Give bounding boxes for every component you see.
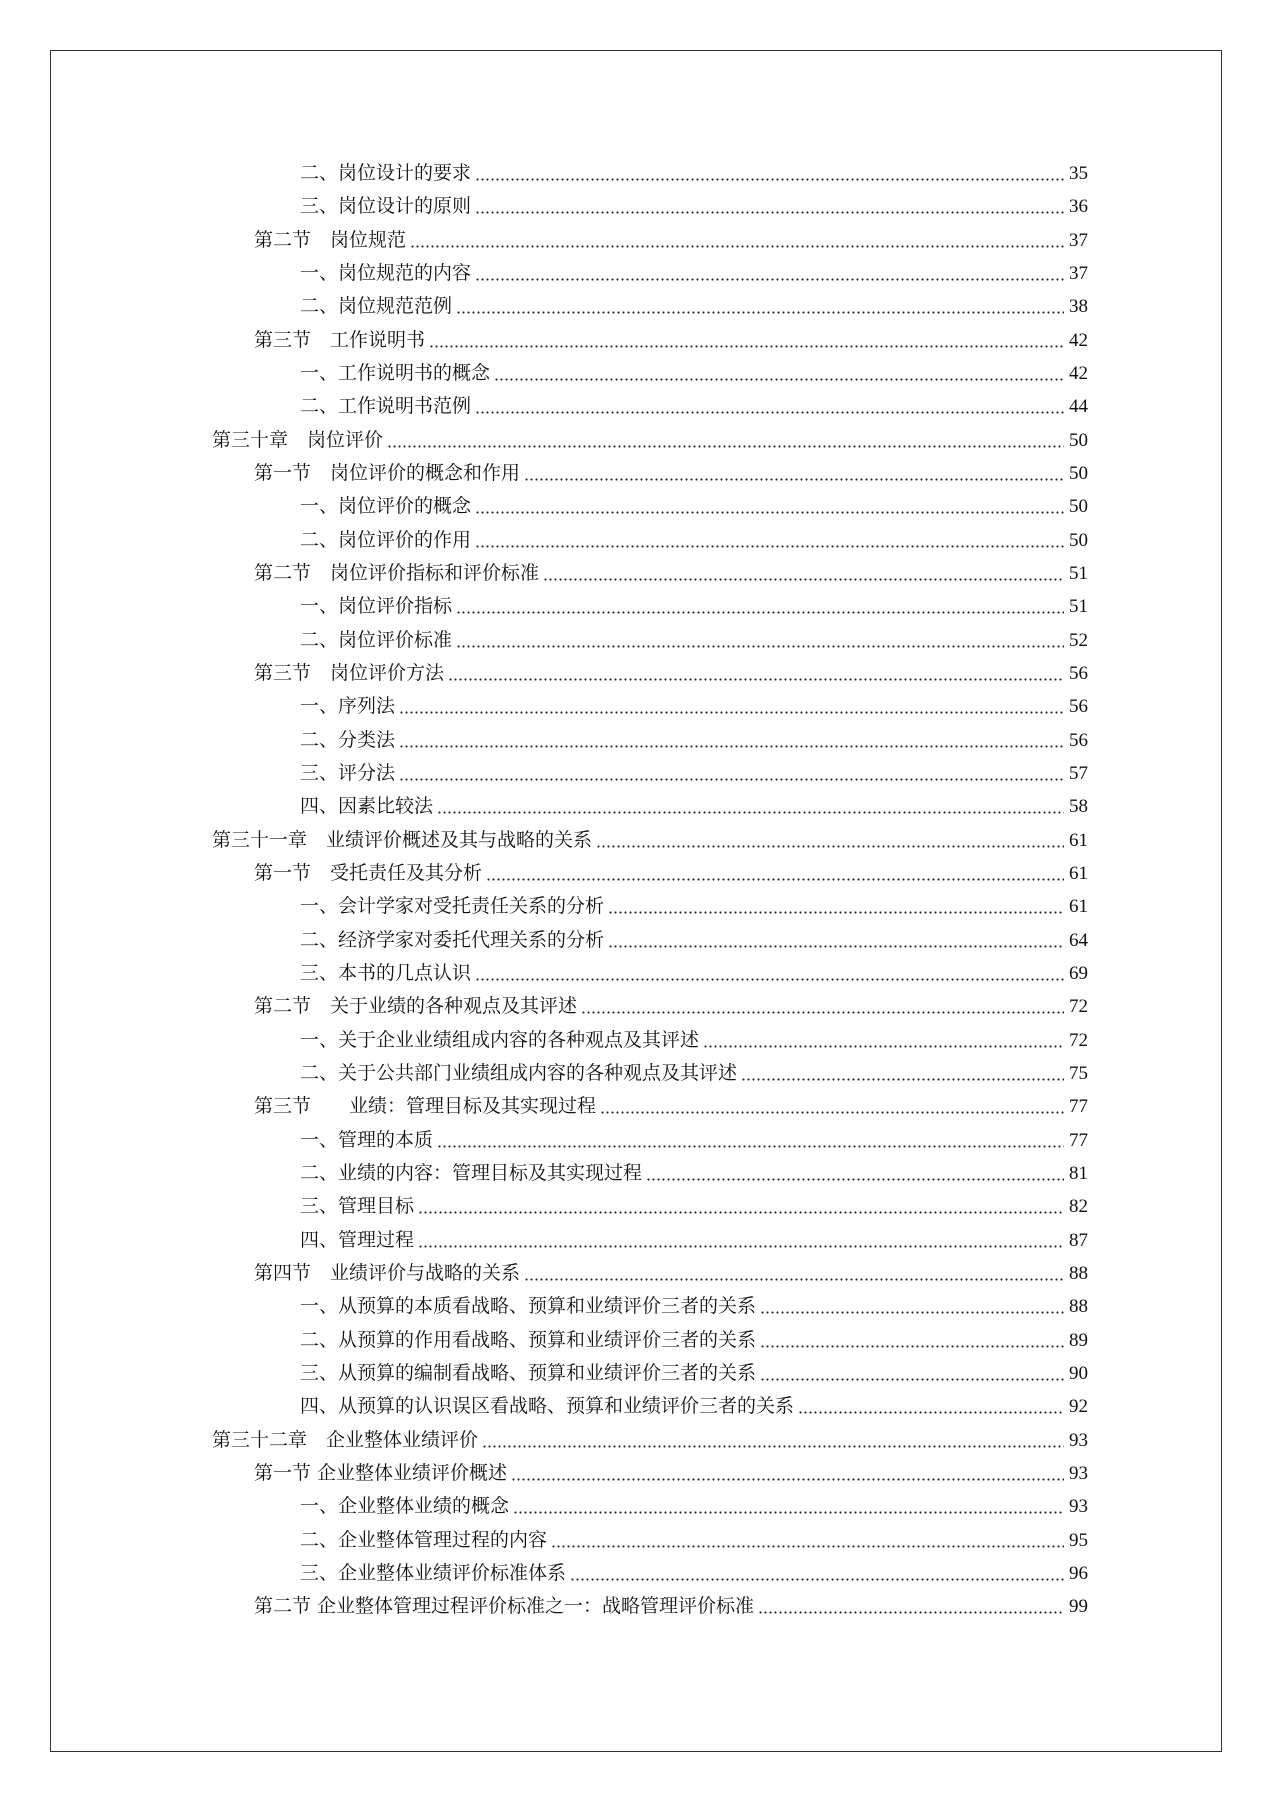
- toc-entry-title: 二、岗位评价的作用: [300, 528, 472, 551]
- toc-entry-page-number: 69: [1069, 963, 1088, 985]
- dot-leader: [475, 397, 1064, 416]
- toc-entry-page-number: 87: [1069, 1229, 1088, 1251]
- toc-entry-item[interactable]: [212, 590, 1088, 623]
- dot-leader: [760, 1364, 1064, 1383]
- toc-entry-item[interactable]: [212, 757, 1088, 790]
- dot-leader: [429, 331, 1064, 350]
- toc-entry-page-number: 72: [1069, 996, 1088, 1018]
- dot-leader: [475, 197, 1064, 216]
- toc-entry-page-number: 72: [1069, 1029, 1088, 1051]
- toc-entry-page-number: 35: [1069, 163, 1088, 185]
- dot-leader: [524, 464, 1064, 483]
- toc-entry-section[interactable]: [212, 657, 1088, 690]
- toc-entry-title: 四、从预算的认识误区看战略、预算和业绩评价三者的关系: [300, 1395, 795, 1418]
- toc-entry-title: 一、管理的本质: [300, 1128, 434, 1151]
- toc-entry-page-number: 81: [1069, 1163, 1088, 1184]
- dot-leader: [418, 1231, 1064, 1250]
- toc-entry-item[interactable]: [212, 1557, 1088, 1590]
- toc-entry-section[interactable]: [212, 324, 1088, 357]
- dot-leader: [482, 1431, 1064, 1450]
- toc-entry-title: 三、本书的几点认识: [300, 962, 472, 985]
- toc-entry-title: 一、岗位规范的内容: [300, 262, 472, 285]
- toc-entry-page-number: 61: [1069, 829, 1088, 851]
- toc-entry-page-number: 56: [1069, 696, 1088, 718]
- toc-entry-title: 第二节 岗位规范: [254, 228, 407, 251]
- toc-entry-title: 二、关于公共部门业绩组成内容的各种观点及其评述: [300, 1062, 738, 1085]
- dot-leader: [760, 1297, 1064, 1316]
- toc-entry-page-number: 50: [1069, 496, 1088, 518]
- toc-entry-section[interactable]: [212, 224, 1088, 257]
- dot-leader: [760, 1331, 1064, 1350]
- dot-leader: [437, 1131, 1064, 1150]
- dot-leader: [456, 297, 1064, 316]
- toc-entry-item[interactable]: [212, 1523, 1088, 1556]
- dot-leader: [551, 1531, 1064, 1550]
- toc-entry-title: 一、序列法: [300, 695, 396, 718]
- dot-leader: [798, 1397, 1064, 1416]
- toc-entry-page-number: 92: [1069, 1396, 1088, 1418]
- toc-entry-title: 第三十章 岗位评价: [212, 428, 384, 451]
- toc-entry-item[interactable]: [212, 1157, 1088, 1190]
- toc-entry-page-number: 61: [1069, 863, 1088, 885]
- toc-entry-page-number: 93: [1069, 1429, 1088, 1451]
- toc-entry-page-number: 51: [1069, 596, 1088, 618]
- toc-entry-title: 一、会计学家对受托责任关系的分析: [300, 895, 605, 918]
- toc-entry-item[interactable]: [212, 1490, 1088, 1523]
- dot-leader: [399, 697, 1064, 716]
- dot-leader: [387, 431, 1064, 450]
- toc-entry-item[interactable]: [212, 157, 1088, 190]
- toc-entry-title: 二、企业整体管理过程的内容: [300, 1528, 548, 1551]
- toc-entry-item[interactable]: [212, 957, 1088, 990]
- toc-entry-item[interactable]: [212, 524, 1088, 557]
- dot-leader: [456, 597, 1064, 616]
- toc-entry-item[interactable]: [212, 1390, 1088, 1423]
- dot-leader: [456, 631, 1064, 650]
- toc-entry-item[interactable]: [212, 690, 1088, 723]
- toc-entry-title: 一、岗位评价指标: [300, 595, 453, 618]
- toc-entry-title: 第三十一章 业绩评价概述及其与战略的关系: [212, 828, 593, 851]
- toc-entry-page-number: 93: [1069, 1496, 1088, 1518]
- toc-entry-page-number: 51: [1069, 563, 1088, 585]
- dot-leader: [581, 997, 1064, 1016]
- toc-entry-item[interactable]: [212, 790, 1088, 823]
- toc-entry-title: 三、评分法: [300, 762, 396, 785]
- toc-entry-title: 第二节 岗位评价指标和评价标准: [254, 562, 540, 585]
- toc-entry-title: 第二节 企业整体管理过程评价标准之一：战略管理评价标准: [254, 1595, 755, 1618]
- toc-entry-title: 三、从预算的编制看战略、预算和业绩评价三者的关系: [300, 1361, 757, 1384]
- toc-entry-page-number: 61: [1069, 896, 1088, 918]
- toc-entry-page-number: 37: [1069, 229, 1088, 251]
- dot-leader: [741, 1064, 1064, 1083]
- toc-entry-item[interactable]: [212, 1323, 1088, 1356]
- toc-entry-title: 第三节 岗位评价方法: [254, 662, 445, 685]
- toc-entry-title: 一、从预算的本质看战略、预算和业绩评价三者的关系: [300, 1295, 757, 1318]
- toc-entry-item[interactable]: [212, 1057, 1088, 1090]
- toc-entry-page-number: 36: [1069, 196, 1088, 218]
- toc-entry-item[interactable]: [212, 1290, 1088, 1323]
- toc-entry-page-number: 38: [1069, 296, 1088, 318]
- dot-leader: [475, 497, 1064, 516]
- toc-entry-section[interactable]: [212, 1457, 1088, 1490]
- toc-entry-item[interactable]: [212, 357, 1088, 390]
- toc-entry-title: 第三节 工作说明书: [254, 328, 426, 351]
- toc-entry-item[interactable]: [212, 290, 1088, 323]
- toc-entry-title: 二、工作说明书范例: [300, 395, 472, 418]
- toc-entry-item[interactable]: [212, 624, 1088, 657]
- toc-entry-page-number: 57: [1069, 763, 1088, 785]
- toc-entry-item[interactable]: [212, 1024, 1088, 1057]
- toc-entry-title: 二、岗位评价标准: [300, 628, 453, 651]
- toc-entry-item[interactable]: [212, 1124, 1088, 1157]
- dot-leader: [511, 1464, 1064, 1483]
- dot-leader: [513, 1497, 1064, 1516]
- dot-leader: [437, 797, 1064, 816]
- dot-leader: [596, 831, 1064, 850]
- toc-entry-title: 第二节 关于业绩的各种观点及其评述: [254, 995, 578, 1018]
- toc-entry-page-number: 56: [1069, 663, 1088, 685]
- dot-leader: [399, 731, 1064, 750]
- toc-entry-chapter[interactable]: [212, 824, 1088, 857]
- dot-leader: [475, 964, 1064, 983]
- dot-leader: [494, 364, 1064, 383]
- toc-entry-item[interactable]: [212, 1357, 1088, 1390]
- dot-leader: [448, 664, 1064, 683]
- toc-entry-page-number: 96: [1069, 1562, 1088, 1584]
- dot-leader: [543, 564, 1064, 583]
- dot-leader: [486, 864, 1064, 883]
- toc-entry-item[interactable]: [212, 890, 1088, 923]
- toc-entry-title: 第一节 受托责任及其分析: [254, 862, 483, 885]
- toc-entry-title: 四、因素比较法: [300, 795, 434, 818]
- dot-leader: [475, 164, 1064, 183]
- toc-entry-page-number: 77: [1069, 1096, 1088, 1118]
- toc-entry-page-number: 95: [1069, 1529, 1088, 1551]
- toc-entry-page-number: 56: [1069, 729, 1088, 751]
- toc-entry-page-number: 50: [1069, 463, 1088, 485]
- dot-leader: [703, 1031, 1064, 1050]
- toc-entry-item[interactable]: [212, 257, 1088, 290]
- toc-entry-title: 二、分类法: [300, 728, 396, 751]
- toc-entry-page-number: 42: [1069, 363, 1088, 385]
- toc-entry-section[interactable]: [212, 457, 1088, 490]
- dot-leader: [410, 231, 1064, 250]
- toc-entry-page-number: 88: [1069, 1296, 1088, 1318]
- toc-entry-title: 三、管理目标: [300, 1195, 415, 1218]
- toc-entry-page-number: 90: [1069, 1362, 1088, 1384]
- dot-leader: [524, 1264, 1064, 1283]
- toc-entry-title: 一、工作说明书的概念: [300, 362, 491, 385]
- toc-entry-chapter[interactable]: [212, 424, 1088, 457]
- toc-entry-page-number: 89: [1069, 1329, 1088, 1351]
- dot-leader: [600, 1097, 1064, 1116]
- toc-entry-page-number: 93: [1069, 1462, 1088, 1484]
- dot-leader: [758, 1597, 1064, 1616]
- toc-entry-page-number: 75: [1069, 1063, 1088, 1085]
- dot-leader: [418, 1197, 1064, 1216]
- dot-leader: [608, 931, 1064, 950]
- toc-entry-title: 一、关于企业业绩组成内容的各种观点及其评述: [300, 1028, 700, 1051]
- toc-entry-title: 一、岗位评价的概念: [300, 495, 472, 518]
- toc-entry-section[interactable]: [212, 1590, 1088, 1623]
- toc-entry-title: 三、企业整体业绩评价标准体系: [300, 1561, 567, 1584]
- toc-entry-chapter[interactable]: [212, 1423, 1088, 1456]
- toc-entry-item[interactable]: [212, 390, 1088, 423]
- toc-entry-title: 第一节 岗位评价的概念和作用: [254, 462, 521, 485]
- toc-entry-page-number: 99: [1069, 1596, 1088, 1618]
- toc-entry-page-number: 50: [1069, 529, 1088, 551]
- toc-entry-item[interactable]: [212, 1190, 1088, 1223]
- toc-entry-title: 二、从预算的作用看战略、预算和业绩评价三者的关系: [300, 1328, 757, 1351]
- toc-entry-section[interactable]: [212, 1090, 1088, 1123]
- dot-leader: [475, 531, 1064, 550]
- toc-entry-page-number: 64: [1069, 929, 1088, 951]
- toc-entry-item[interactable]: [212, 924, 1088, 957]
- toc-entry-page-number: 82: [1069, 1196, 1088, 1218]
- toc-entry-title: 第三节 业绩：管理目标及其实现过程: [254, 1095, 597, 1118]
- toc-entry-title: 第三十二章 企业整体业绩评价: [212, 1428, 479, 1451]
- toc-entry-title: 二、岗位设计的要求: [300, 162, 472, 185]
- toc-entry-item[interactable]: [212, 190, 1088, 223]
- toc-entry-page-number: 88: [1069, 1262, 1088, 1284]
- toc-entry-page-number: 50: [1069, 429, 1088, 451]
- toc-entry-title: 一、企业整体业绩的概念: [300, 1495, 510, 1518]
- toc-entry-section[interactable]: [212, 1257, 1088, 1290]
- toc-entry-section[interactable]: [212, 990, 1088, 1023]
- toc-entry-item[interactable]: [212, 490, 1088, 523]
- toc-entry-title: 二、业绩的内容：管理目标及其实现过程: [300, 1162, 643, 1184]
- toc-entry-section[interactable]: [212, 557, 1088, 590]
- dot-leader: [608, 897, 1064, 916]
- toc-entry-item[interactable]: [212, 724, 1088, 757]
- toc-entry-title: 二、岗位规范范例: [300, 295, 453, 318]
- toc-entry-title: 第一节 企业整体业绩评价概述: [254, 1461, 508, 1484]
- toc-entry-page-number: 77: [1069, 1129, 1088, 1151]
- dot-leader: [570, 1564, 1064, 1583]
- dot-leader: [646, 1164, 1064, 1183]
- toc-entry-title: 四、管理过程: [300, 1228, 415, 1251]
- toc-entry-title: 第四节 业绩评价与战略的关系: [254, 1261, 521, 1284]
- table-of-contents: [212, 157, 1088, 1623]
- toc-entry-title: 二、经济学家对委托代理关系的分析: [300, 928, 605, 951]
- toc-entry-page-number: 42: [1069, 329, 1088, 351]
- dot-leader: [399, 764, 1064, 783]
- dot-leader: [475, 264, 1064, 283]
- toc-entry-page-number: 44: [1069, 396, 1088, 418]
- toc-entry-title: 三、岗位设计的原则: [300, 195, 472, 218]
- toc-entry-section[interactable]: [212, 857, 1088, 890]
- toc-entry-page-number: 58: [1069, 796, 1088, 818]
- toc-entry-page-number: 37: [1069, 263, 1088, 285]
- toc-entry-page-number: 52: [1069, 629, 1088, 651]
- toc-entry-item[interactable]: [212, 1224, 1088, 1257]
